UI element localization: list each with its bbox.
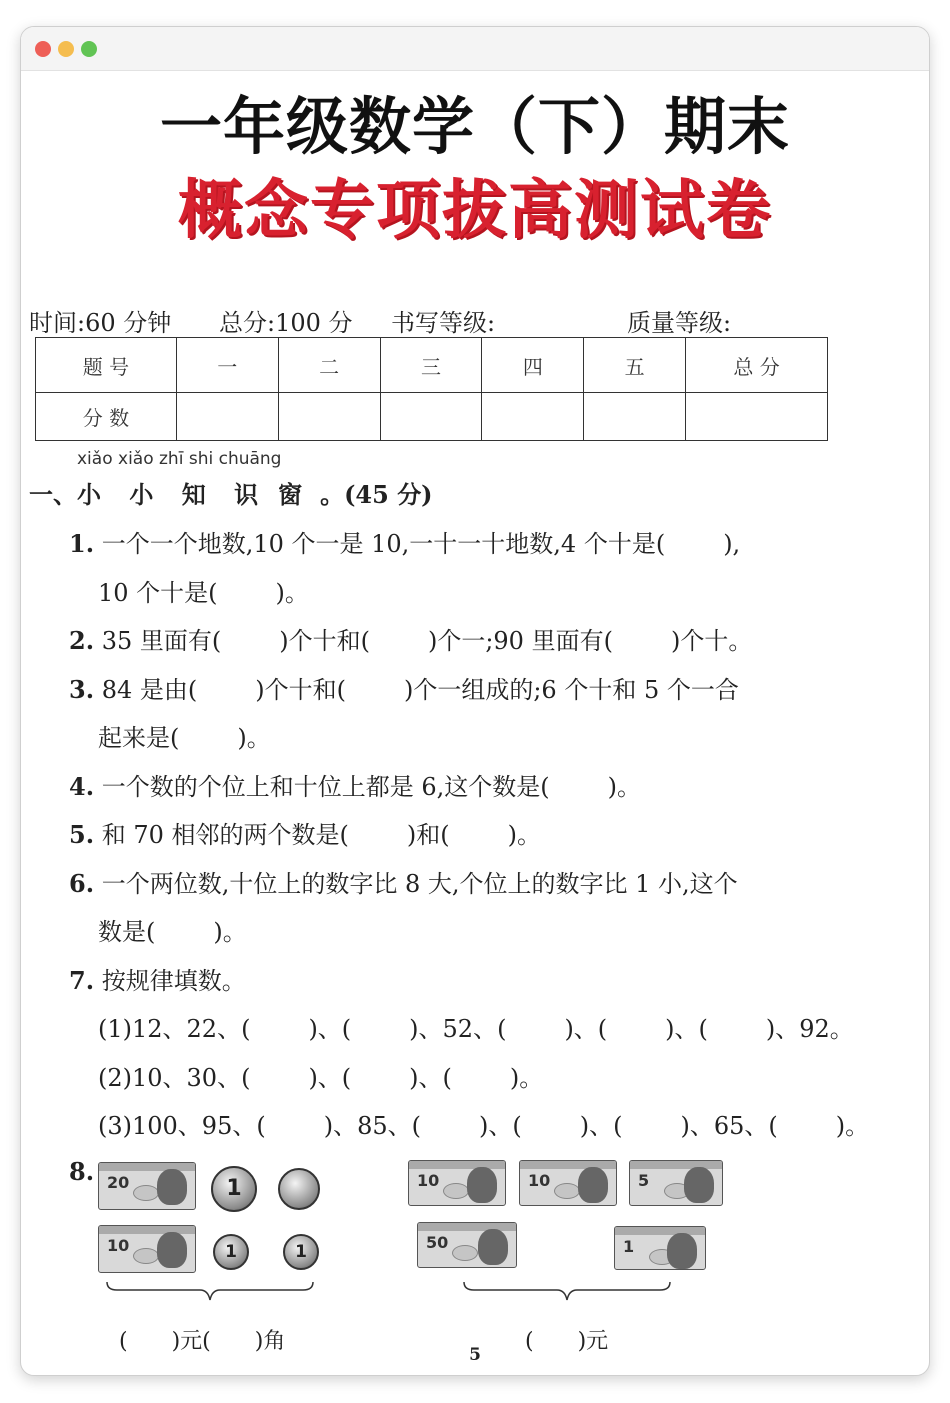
question-text: )。 (213, 918, 247, 946)
question-text: )、( (579, 1112, 623, 1140)
question-number: 2. (69, 626, 95, 655)
banknote-value: 50 (426, 1233, 449, 1252)
question-text: )个十。 (670, 627, 753, 655)
question-number: 4. (69, 772, 95, 801)
question-text: )。 (509, 1064, 544, 1092)
question-3-line-2 (98, 718, 271, 753)
score-table (35, 337, 828, 441)
section-heading (29, 475, 433, 510)
question-text: )元( (171, 1329, 211, 1354)
question-text: (2)10、30、( (98, 1064, 251, 1092)
brace-icon (105, 1280, 315, 1302)
question-text: 按规律填数。 (101, 967, 246, 995)
minimize-window-icon[interactable] (58, 41, 74, 57)
banknote-value: 20 (107, 1173, 130, 1192)
question-text: )和( (406, 821, 450, 849)
banknote-icon (614, 1226, 706, 1270)
writing-grade-label: 书写等级: (391, 309, 496, 337)
question-7-sub-1 (98, 1009, 854, 1044)
score-cell[interactable] (176, 393, 278, 441)
banknote-icon (417, 1222, 517, 1268)
banknote-value: 10 (107, 1236, 130, 1255)
question-text: )个一组成的;6 个十和 5 个一合 (403, 676, 739, 704)
window-titlebar (21, 27, 929, 71)
question-text: 一个数的个位上和十位上都是 6,这个数是( (101, 773, 550, 801)
coin-icon (278, 1168, 320, 1210)
question-text: )元 (577, 1329, 609, 1354)
score-cell[interactable] (278, 393, 380, 441)
question-number: 3. (69, 675, 95, 704)
banknote-icon (519, 1160, 617, 1206)
score-cell[interactable] (482, 393, 584, 441)
question-2 (69, 621, 752, 656)
question-text: )、( (409, 1064, 452, 1092)
section-title-end: 窗 (278, 480, 303, 509)
quality-grade (627, 303, 811, 338)
table-header-cell: 五 (584, 338, 686, 393)
question-number: 1. (69, 529, 95, 558)
score-cell[interactable] (686, 393, 828, 441)
table-header-cell: 题 号 (36, 338, 177, 393)
question-text: ( (525, 1329, 534, 1354)
section-number: 一、 (29, 480, 77, 509)
section-title-dot: 。 (320, 480, 345, 509)
writing-grade (391, 303, 575, 338)
banknote-icon (98, 1162, 196, 1210)
question-text: )、65、( (680, 1112, 778, 1140)
question-text: )、52、( (409, 1015, 507, 1043)
question-text: (3)100、95、( (98, 1112, 266, 1140)
table-header-cell: 总 分 (686, 338, 828, 393)
question-text: 84 是由( (101, 676, 198, 704)
question-text: )个十和( (255, 676, 346, 704)
coin-icon: 1 (283, 1234, 319, 1270)
question-text: ), (723, 530, 741, 558)
question-text: (1)12、22、( (98, 1015, 251, 1043)
coin-icon: 1 (213, 1234, 249, 1270)
document-window (20, 26, 930, 1376)
question-4 (69, 767, 641, 802)
question-text: )、( (564, 1015, 608, 1043)
quality-grade-label: 质量等级: (627, 309, 732, 337)
question-text: ( (119, 1329, 128, 1354)
time-info: 时间:60 分钟 (29, 309, 172, 337)
question-1-line-2 (98, 573, 309, 608)
writing-grade-blank[interactable] (495, 312, 575, 338)
question-text: )。 (275, 579, 309, 607)
banknote-value: 5 (638, 1171, 650, 1190)
question-text: 一个一个地数,10 个一是 10,一十一十地数,4 个十是( (101, 530, 666, 558)
question-text: )。 (835, 1112, 870, 1140)
section-title: 小 小 知 识 (77, 480, 269, 509)
question-text: )。 (607, 773, 641, 801)
brace-icon (462, 1280, 672, 1302)
section-points: (45 分) (344, 480, 433, 509)
question-text: 数是( (98, 918, 156, 946)
question-6-line-1 (69, 864, 738, 899)
question-7-sub-2 (98, 1058, 543, 1093)
page-subtitle: 概念专项拔高测试卷 (178, 174, 772, 248)
page-title: 一年级数学（下）期末 (159, 90, 790, 163)
question-text: 一个两位数,十位上的数字比 8 大,个位上的数字比 1 小,这个 (101, 870, 738, 898)
question-7 (69, 961, 246, 996)
table-row-label: 分 数 (36, 393, 177, 441)
question-text: 10 个十是( (98, 579, 218, 607)
question-number: 8. (69, 1157, 95, 1186)
section-pinyin: xiǎo xiǎo zhī shi chuāng (77, 449, 282, 469)
question-6-line-2 (98, 912, 247, 947)
banknote-icon (98, 1225, 196, 1273)
table-header-cell: 四 (482, 338, 584, 393)
question-3-line-1 (69, 670, 739, 705)
question-text: )、92。 (765, 1015, 854, 1043)
question-number: 6. (69, 869, 95, 898)
question-text: )。 (507, 821, 541, 849)
banknote-icon (408, 1160, 506, 1206)
question-text: )、85、( (323, 1112, 421, 1140)
banknote-value: 10 (417, 1171, 440, 1190)
question-text: )、( (478, 1112, 522, 1140)
question-text: 起来是( (98, 724, 180, 752)
banknote-value: 1 (623, 1237, 635, 1256)
question-text: )、( (308, 1064, 352, 1092)
score-cell[interactable] (584, 393, 686, 441)
question-8 (21, 1152, 930, 1352)
maximize-window-icon[interactable] (81, 41, 97, 57)
score-cell[interactable] (380, 393, 482, 441)
page-number: 5 (469, 1345, 481, 1365)
table-header-cell: 二 (278, 338, 380, 393)
total-score-info: 总分:100 分 (219, 309, 353, 337)
question-5 (69, 815, 541, 850)
question-1-line-1 (69, 524, 740, 559)
banknote-value: 10 (528, 1171, 551, 1190)
question-text: )、( (308, 1015, 352, 1043)
question-7-sub-3 (98, 1106, 869, 1141)
table-header-cell: 一 (176, 338, 278, 393)
quality-grade-blank[interactable] (731, 312, 811, 338)
question-text: )。 (237, 724, 271, 752)
banknote-icon (629, 1160, 723, 1206)
score-table-header-row (36, 338, 828, 393)
question-number: 7. (69, 966, 95, 995)
question-text: )个十和( (279, 627, 370, 655)
coin-icon: 1 (211, 1166, 257, 1212)
close-window-icon[interactable] (35, 41, 51, 57)
question-text: )、( (665, 1015, 708, 1043)
question-text: 35 里面有( (101, 627, 222, 655)
table-header-cell: 三 (380, 338, 482, 393)
question-text: )角 (254, 1329, 286, 1354)
question-number: 5. (69, 820, 95, 849)
score-table-score-row (36, 393, 828, 441)
question-text: 和 70 相邻的两个数是( (101, 821, 349, 849)
question-text: )个一;90 里面有( (427, 627, 613, 655)
